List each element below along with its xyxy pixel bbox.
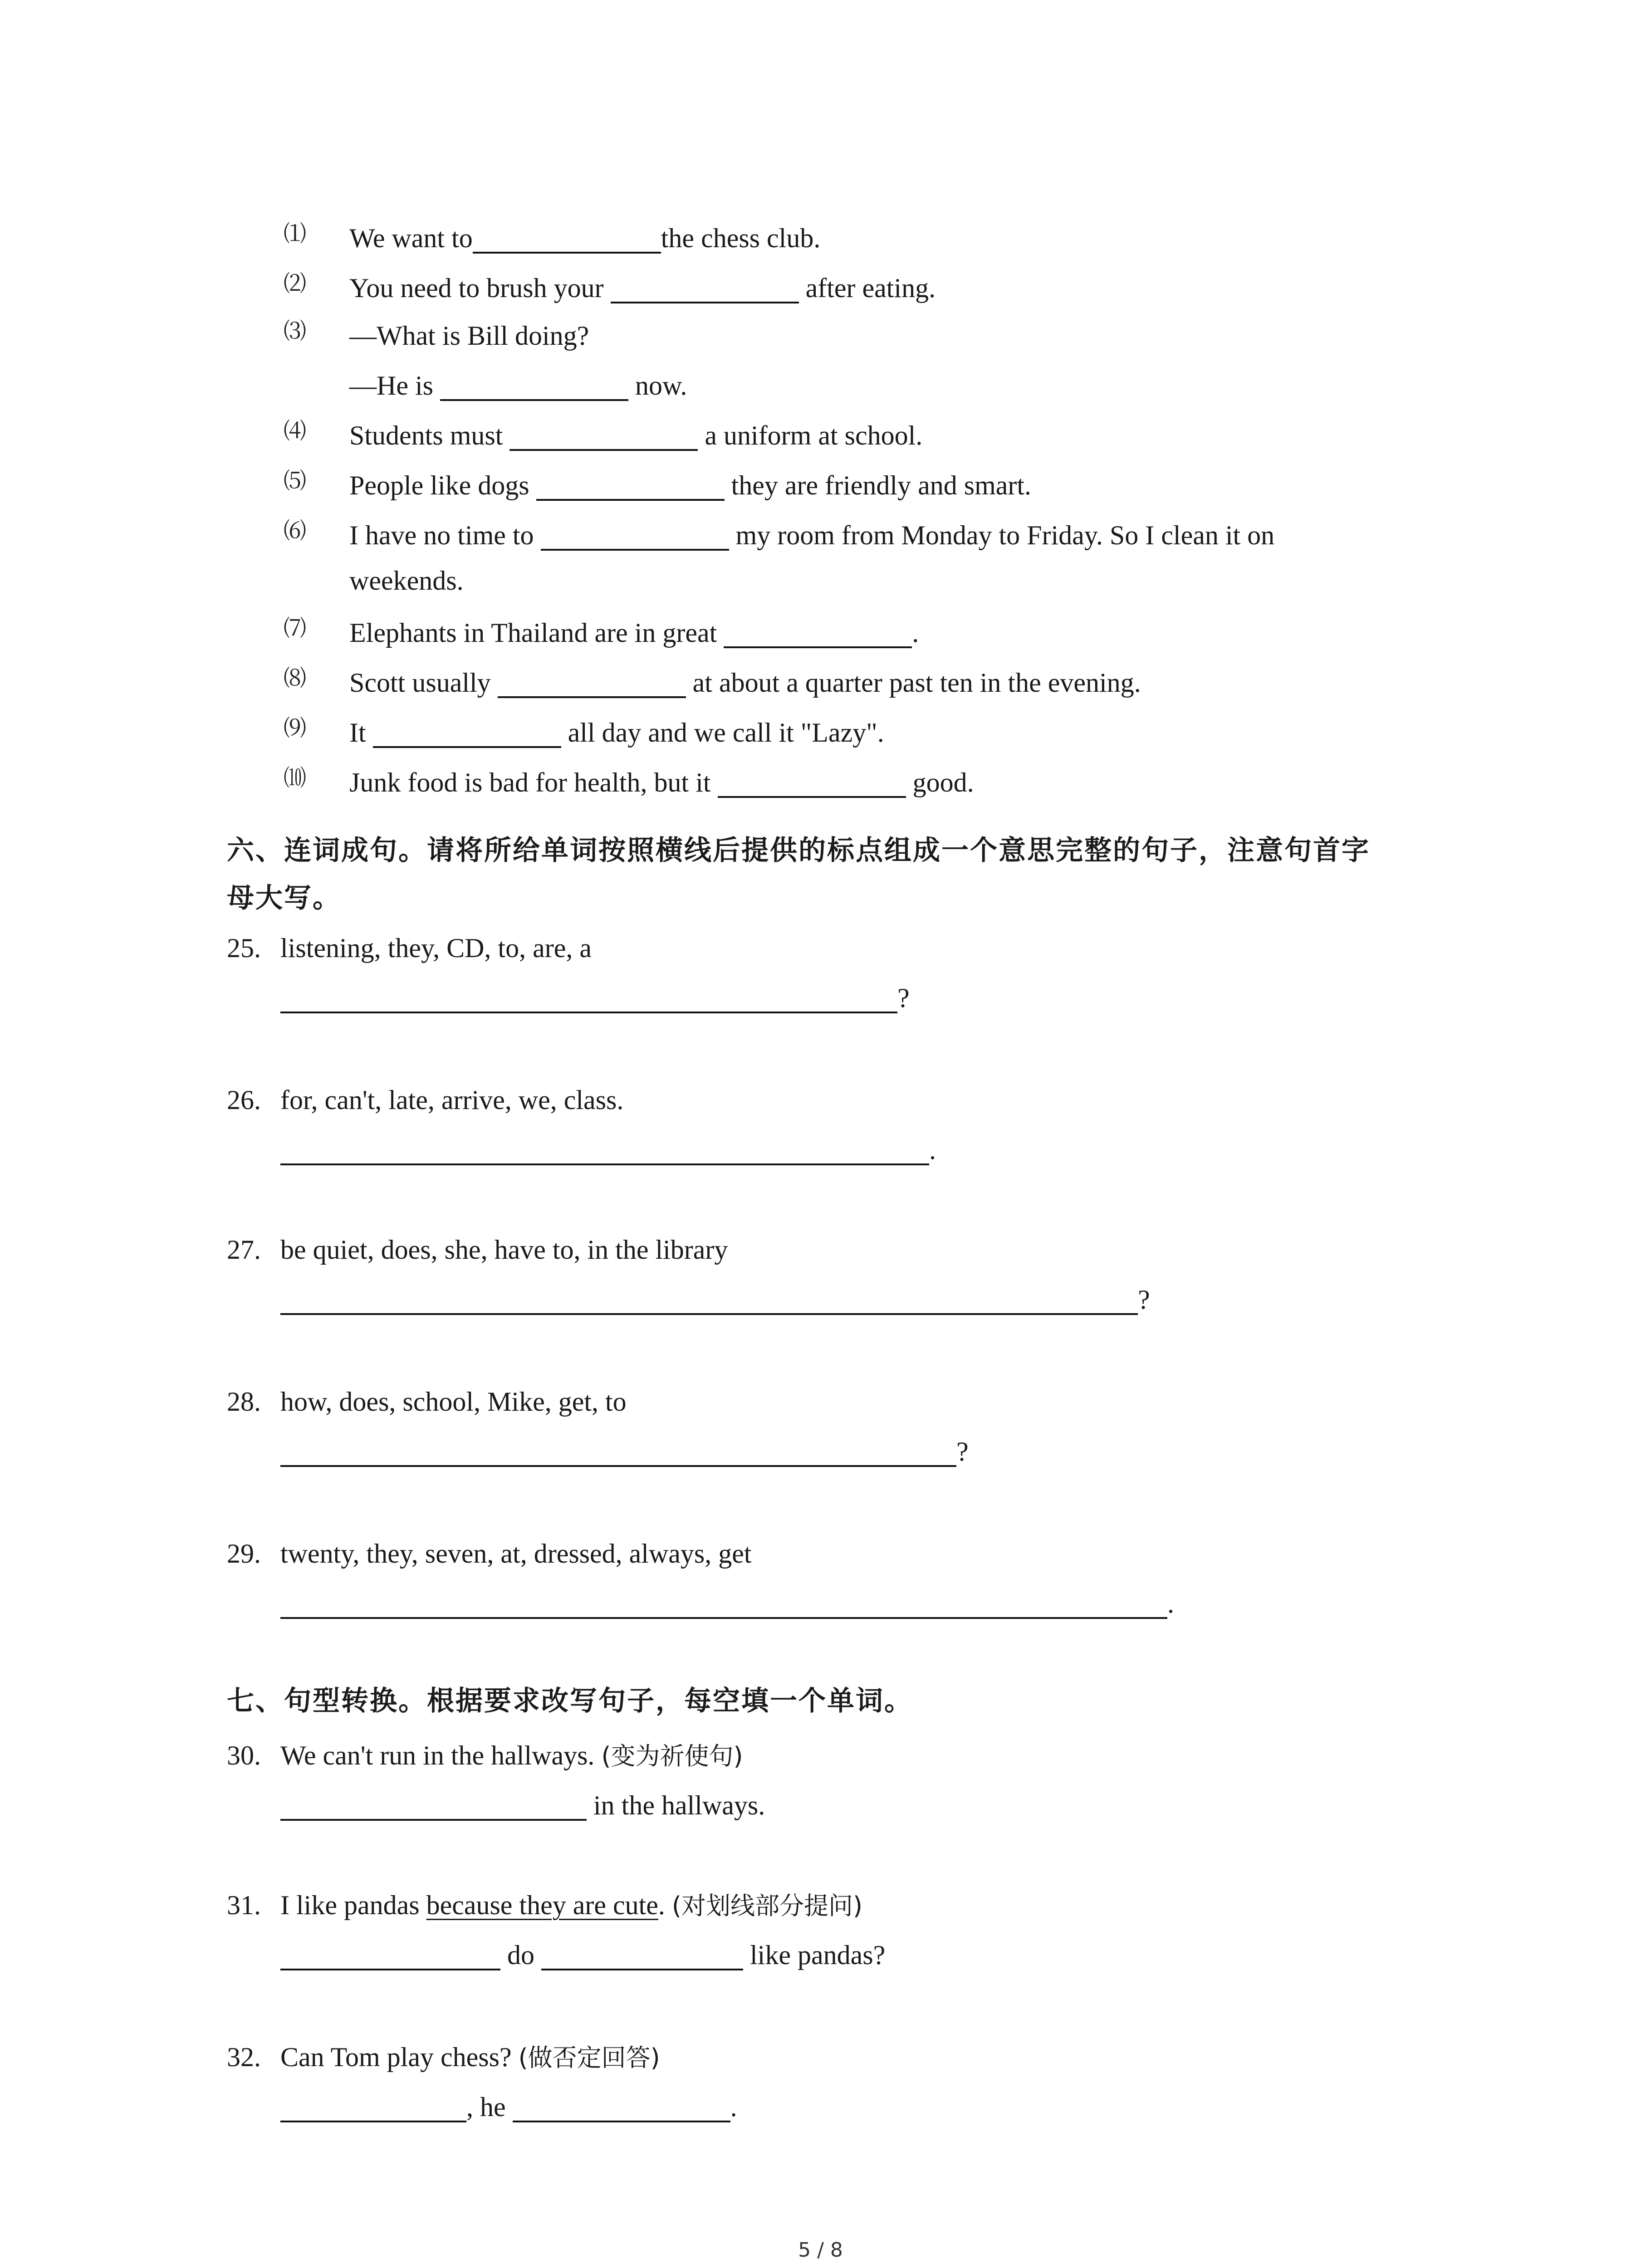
answer-blank[interactable] bbox=[280, 1941, 500, 1970]
question-words: how, does, school, Mike, get, to bbox=[280, 1387, 627, 1417]
answer-line[interactable] bbox=[280, 984, 897, 1013]
answer-line[interactable] bbox=[280, 1438, 956, 1467]
answer-blank[interactable] bbox=[536, 472, 725, 501]
item-number: ⑼ bbox=[284, 715, 306, 741]
answer-row: ? bbox=[280, 1436, 969, 1467]
answer-blank[interactable] bbox=[541, 522, 729, 551]
question-words: be quiet, does, she, have to, in the library bbox=[280, 1235, 728, 1265]
fill-in-item: People like dogs they are friendly and smart. bbox=[349, 470, 1032, 500]
answer-blank[interactable] bbox=[611, 274, 799, 303]
section-heading: 七、句型转换。根据要求改写句子，每空填一个单词。 bbox=[227, 1685, 913, 1717]
item-number: ⑷ bbox=[284, 418, 306, 444]
answer-row: . bbox=[280, 1588, 1174, 1619]
answer-blank[interactable] bbox=[440, 372, 628, 401]
fill-in-item: Scott usually at about a quarter past ten in the evening. bbox=[349, 668, 1141, 698]
fill-in-item: Elephants in Thailand are in great . bbox=[349, 618, 919, 648]
item-number: ⑴ bbox=[284, 220, 306, 247]
question-words: for, can't, late, arrive, we, class. bbox=[280, 1085, 624, 1115]
instruction: (对划线部分提问) bbox=[671, 1892, 863, 1920]
section-heading-continuation: 母大写。 bbox=[227, 882, 341, 914]
answer-blank[interactable] bbox=[724, 619, 912, 648]
answer-blank[interactable] bbox=[280, 2093, 466, 2122]
page-number: 5 / 8 bbox=[798, 2239, 843, 2262]
answer-blank[interactable] bbox=[498, 669, 686, 698]
answer-row: , he . bbox=[280, 2091, 737, 2123]
item-number: ⑶ bbox=[284, 318, 306, 344]
answer-blank[interactable] bbox=[473, 225, 661, 254]
item-number: ⑵ bbox=[284, 270, 306, 297]
answer-line[interactable] bbox=[280, 1136, 929, 1165]
fill-in-item: Junk food is bad for health, but it good. bbox=[349, 767, 974, 797]
answer-blank[interactable] bbox=[280, 1792, 587, 1821]
question-text: We can't run in the hallways. (变为祈使句) bbox=[280, 1740, 743, 1770]
question-number: 29. bbox=[227, 1539, 261, 1569]
answer-blank[interactable] bbox=[541, 1941, 743, 1970]
instruction: (做否定回答) bbox=[518, 2043, 660, 2072]
question-words: listening, they, CD, to, are, a bbox=[280, 933, 592, 963]
question-number: 32. bbox=[227, 2042, 261, 2072]
fill-in-item: You need to brush your after eating. bbox=[349, 273, 936, 303]
fill-in-item: It all day and we call it "Lazy". bbox=[349, 718, 884, 748]
question-number: 26. bbox=[227, 1085, 261, 1115]
question-number: 30. bbox=[227, 1740, 261, 1770]
answer-blank[interactable] bbox=[513, 2093, 730, 2122]
item-number: ⑺ bbox=[284, 615, 306, 641]
instruction: (变为祈使句) bbox=[601, 1742, 743, 1770]
question-words: twenty, they, seven, at, dressed, always, get bbox=[280, 1539, 752, 1569]
item-number: ⑽ bbox=[284, 765, 306, 791]
question-number: 31. bbox=[227, 1890, 261, 1920]
answer-row: do like pandas? bbox=[280, 1939, 885, 1971]
answer-blank[interactable] bbox=[718, 769, 906, 798]
question-text: I like pandas because they are cute. (对划线部分提问) bbox=[280, 1890, 863, 1920]
answer-line[interactable] bbox=[280, 1286, 1138, 1315]
fill-in-item-continuation: weekends. bbox=[349, 566, 464, 596]
item-number: ⑻ bbox=[284, 665, 306, 691]
underlined-part: because they are cute bbox=[426, 1890, 658, 1920]
fill-in-item: Students must a uniform at school. bbox=[349, 420, 923, 450]
answer-row: ? bbox=[280, 1284, 1150, 1315]
answer-row: in the hallways. bbox=[280, 1789, 765, 1821]
question-number: 25. bbox=[227, 933, 261, 963]
item-number: ⑹ bbox=[284, 518, 306, 544]
fill-in-item: —He is now. bbox=[349, 371, 687, 401]
fill-in-item: We want to the chess club. bbox=[349, 223, 821, 253]
question-number: 27. bbox=[227, 1235, 261, 1265]
fill-in-item: I have no time to my room from Monday to Friday. So I clean it on bbox=[349, 520, 1275, 550]
answer-line[interactable] bbox=[280, 1590, 1167, 1619]
answer-row: . bbox=[280, 1134, 936, 1166]
answer-blank[interactable] bbox=[373, 719, 561, 748]
answer-blank[interactable] bbox=[509, 422, 698, 451]
question-text: Can Tom play chess? (做否定回答) bbox=[280, 2042, 660, 2072]
fill-in-item-line1: —What is Bill doing? bbox=[349, 321, 589, 351]
item-number: ⑸ bbox=[284, 468, 306, 494]
section-heading: 六、连词成句。请将所给单词按照横线后提供的标点组成一个意思完整的句子，注意句首字 bbox=[227, 835, 1370, 866]
answer-row: ? bbox=[280, 982, 910, 1014]
question-number: 28. bbox=[227, 1387, 261, 1417]
